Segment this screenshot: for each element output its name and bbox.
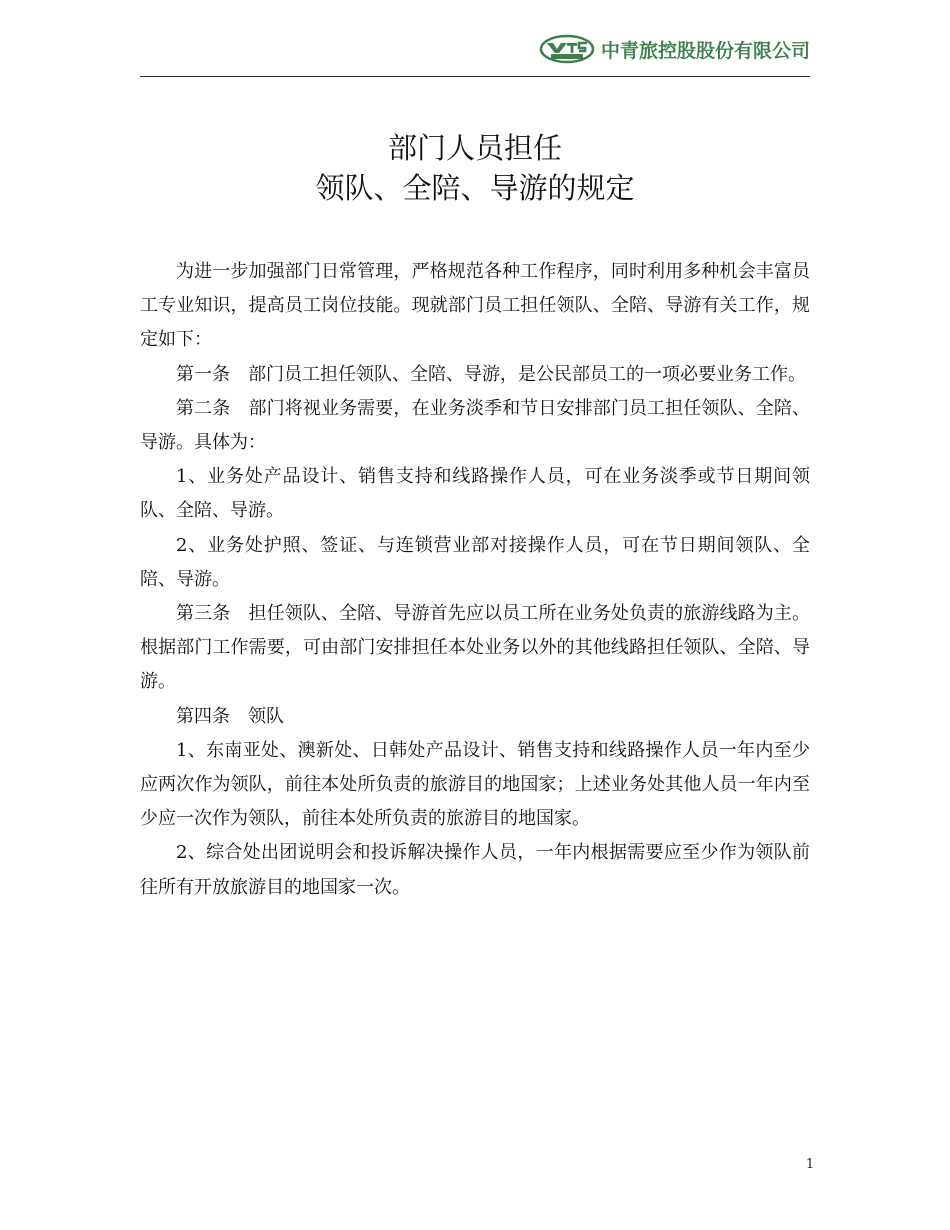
title-line-1: 部门人员担任: [387, 131, 562, 165]
paragraph-article-4-heading: 第四条 领队: [176, 705, 284, 727]
paragraph-article-2-item-2: 2、业务处护照、签证、与连锁营业部对接操作人员，可在节日期间领队、全陪、导游。: [140, 534, 810, 590]
yts-logo-icon: [539, 34, 595, 64]
paragraph-intro: 为进一步加强部门日常管理，严格规范各种工作程序，同时利用多种机会丰富员工专业知识，提高员工岗位技能。现就部门员工担任领队、全陪、导游有关工作，规定如下：: [140, 261, 810, 351]
paragraph-article-3: 第三条 担任领队、全陪、导游首先应以员工所在业务处负责的旅游线路为主。根据部门工作需要，可由部门安排担任本处业务以外的其他线路担任领队、全陪、导游。: [140, 603, 810, 693]
page-number: 1: [805, 1157, 815, 1172]
title-line-2: 领队、全陪、导游的规定: [315, 171, 635, 205]
paragraph-article-1: 第一条 部门员工担任领队、全陪、导游，是公民部员工的一项必要业务工作。: [176, 363, 806, 385]
company-logo: [539, 34, 810, 64]
paragraph-article-4-item-1: 1、东南亚处、澳新处、日韩处产品设计、销售支持和线路操作人员一年内至少应两次作为领队，前往本处所负责的旅游目的地国家；上述业务处其他人员一年内至少应一次作为领队，前往本处所负责的旅游目的地国家。: [140, 739, 810, 830]
paragraph-article-2-item-1: 1、业务处产品设计、销售支持和线路操作人员，可在业务淡季或节日期间领队、全陪、导游。: [140, 466, 810, 522]
company-name: 中青旅控股股份有限公司: [600, 39, 810, 62]
paragraph-article-4-item-2: 2、综合处出团说明会和投诉解决操作人员，一年内根据需要应至少作为领队前往所有开放旅游目的地国家一次。: [140, 842, 810, 898]
page-header: [140, 28, 810, 77]
document-body: [140, 255, 810, 905]
paragraph-article-2: 第二条 部门将视业务需要，在业务淡季和节日安排部门员工担任领队、全陪、导游。具体为：: [140, 397, 810, 454]
document-title: [140, 128, 810, 208]
